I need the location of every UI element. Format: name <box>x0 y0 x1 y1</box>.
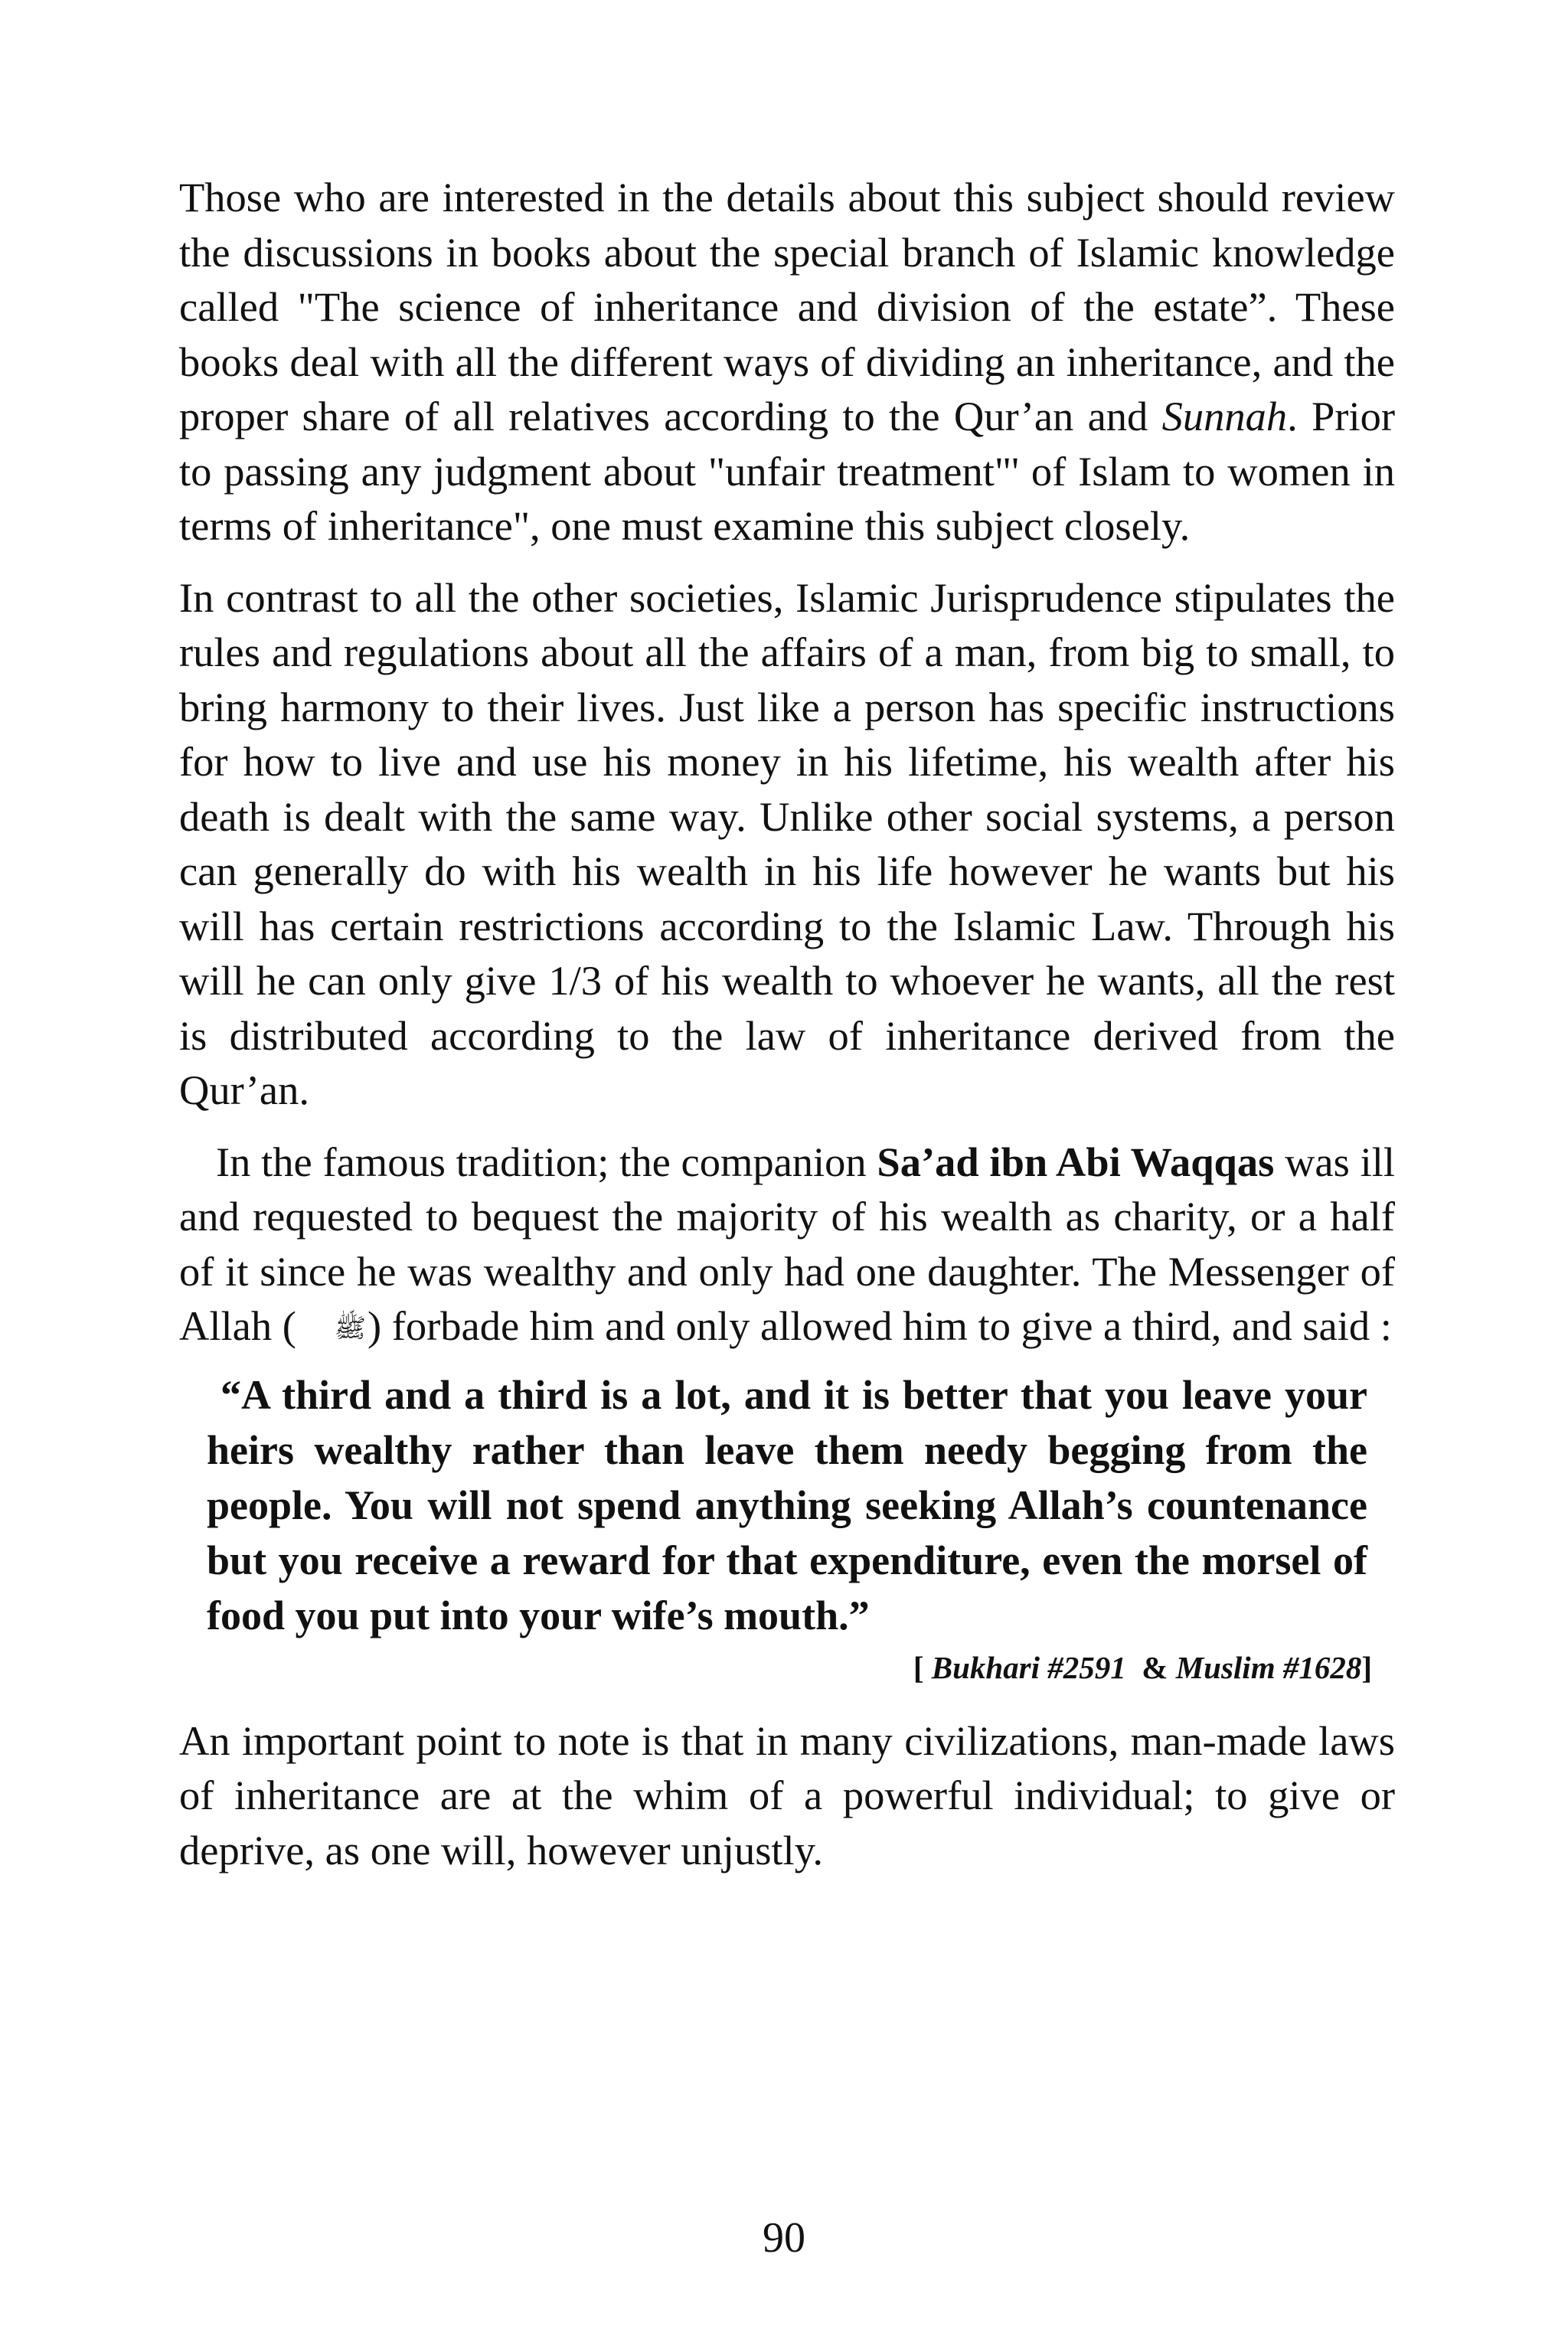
paragraph-important-point <box>179 1713 1395 1878</box>
paragraph-text: ) forbade him and only allowed him to give a third, and said : <box>367 1302 1392 1349</box>
reference-source-muslim: Muslim #1628 <box>1175 1649 1362 1685</box>
page-body <box>179 170 1395 1877</box>
companion-name: Sa’ad ibn Abi Waqqas <box>877 1138 1275 1185</box>
reference-ampersand: & <box>1125 1649 1176 1685</box>
paragraph-text: Those who are interested in the details about this subject should review the discussions in books about the special branch of Islamic knowledge called "The science of inheritance and division of the estate”. These books deal with all the different ways of dividing an inheritance, and the proper share of all relatives according to the Qur’an and <box>179 174 1395 439</box>
hadith-reference <box>207 1646 1372 1689</box>
hadith-quote-text: “A third and a third is a lot, and it is better that you leave your heirs wealthy rather than leave them needy begging from the people. You will not spend anything seeking Allah’s countenance but you receive a reward for that expenditure, even the morsel of food you put into your wife’s mouth.” <box>207 1371 1367 1638</box>
italic-term-sunnah: Sunnah <box>1161 393 1288 439</box>
reference-source-bukhari: Bukhari #2591 <box>931 1649 1126 1685</box>
page-number: 90 <box>763 2214 805 2262</box>
paragraph-text: In the famous tradition; the companion <box>216 1138 877 1185</box>
honorific-glyph: ﷺ <box>334 1315 366 1343</box>
paragraph-text: In contrast to all the other societies, Islamic Jurisprudence stipulates the rules and regulations about all the affairs of a man, from big to small, to bring harmony to their lives. Just like a person has specific instructions for how to live and use his money in his lifetime, his wealth after his death is dealt with the same way. Unlike other social systems, a person can generally do with his wealth in his life however he wants but his will has certain restrictions according to the Islamic Law. Through his will he can only give 1/3 of his wealth to whoever he wants, all the rest is distributed according to the law of inheritance derived from the Qur’an. <box>179 573 1395 1113</box>
paragraph-text: was ill and requested to bequest the majority of his wealth as charity, or a half of it since he was wealthy and only had one daughter. The Messenger of Allah ( <box>179 1138 1395 1349</box>
paragraph-islamic-jurisprudence <box>179 570 1395 1118</box>
paragraph-text: . Prior to passing any judgment about "unfair treatment"' of Islam to women in terms of inheritance", one must examine this subject closely. <box>179 393 1396 549</box>
reference-bracket-close: ] <box>1361 1649 1372 1685</box>
paragraph-famous-tradition <box>179 1135 1395 1354</box>
hadith-quote <box>179 1367 1395 1689</box>
paragraph-text: An important point to note is that in many civilizations, man-made laws of inheritance are at the whim of a powerful individual; to give or deprive, as one will, however unjustly. <box>179 1717 1395 1873</box>
reference-bracket-open: [ <box>913 1649 932 1685</box>
paragraph-inheritance-science <box>179 170 1395 554</box>
